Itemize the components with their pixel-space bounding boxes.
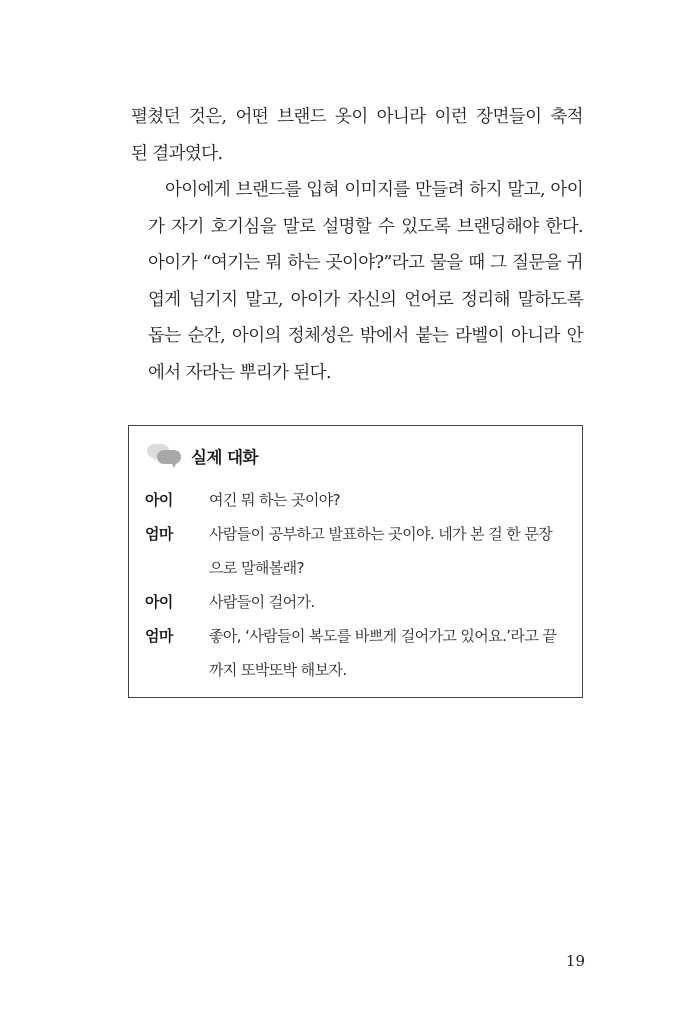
page-number: 19 xyxy=(565,952,585,970)
utterance xyxy=(209,585,565,619)
dialog-title: 실제 대화 xyxy=(191,448,259,467)
utterance-line: 좋아, ‘사람들이 복도를 바쁘게 걸어가고 있어요.’라고 끝 xyxy=(209,627,557,645)
real-conversation-box xyxy=(128,425,583,698)
utterance xyxy=(209,517,565,585)
text-line: 아이가 “여기는 뭐 하는 곳이야?”라고 물을 때 그 질문을 귀 xyxy=(148,253,583,273)
speaker-label: 엄마 xyxy=(145,525,173,543)
dialog-rows xyxy=(145,483,565,687)
speaker-label: 아이 xyxy=(145,593,173,611)
utterance-line: 여긴 뭐 하는 곳이야? xyxy=(209,491,340,509)
text-line: 펼쳤던 것은, 어떤 브랜드 옷이 아니라 이런 장면들이 축적 xyxy=(131,107,583,127)
utterance-line: 으로 말해볼래? xyxy=(209,559,304,577)
utterance xyxy=(209,619,565,687)
speech-bubbles-icon xyxy=(145,442,187,470)
text-line: 가 자기 호기심을 말로 설명할 수 있도록 브랜딩해야 한다. xyxy=(148,216,583,237)
text-line: 엽게 넘기지 말고, 아이가 자신의 언어로 정리해 말하도록 xyxy=(148,289,583,310)
paragraph-2 xyxy=(131,172,583,391)
dialog-row xyxy=(145,483,565,517)
paragraph-1 xyxy=(131,99,583,172)
utterance xyxy=(209,483,565,517)
utterance-line: 까지 또박또박 해보자. xyxy=(209,661,347,679)
dialog-header xyxy=(145,442,258,470)
speaker-label: 아이 xyxy=(145,491,173,509)
dialog-row xyxy=(145,517,565,585)
text-line: 에서 자라는 뿌리가 된다. xyxy=(148,362,331,383)
speaker-label: 엄마 xyxy=(145,627,173,645)
text-line: 아이에게 브랜드를 입혀 이미지를 만들려 하지 말고, 아이 xyxy=(165,180,583,200)
speech-bubble-front-icon xyxy=(157,450,181,464)
utterance-line: 사람들이 공부하고 발표하는 곳이야. 네가 본 걸 한 문장 xyxy=(209,525,553,543)
dialog-row xyxy=(145,585,565,619)
dialog-row xyxy=(145,619,565,687)
utterance-line: 사람들이 걸어가. xyxy=(209,593,315,611)
text-line: 된 결과였다. xyxy=(131,143,223,164)
body-text xyxy=(131,99,583,391)
text-line: 돕는 순간, 아이의 정체성은 밖에서 붙는 라벨이 아니라 안 xyxy=(148,326,583,346)
